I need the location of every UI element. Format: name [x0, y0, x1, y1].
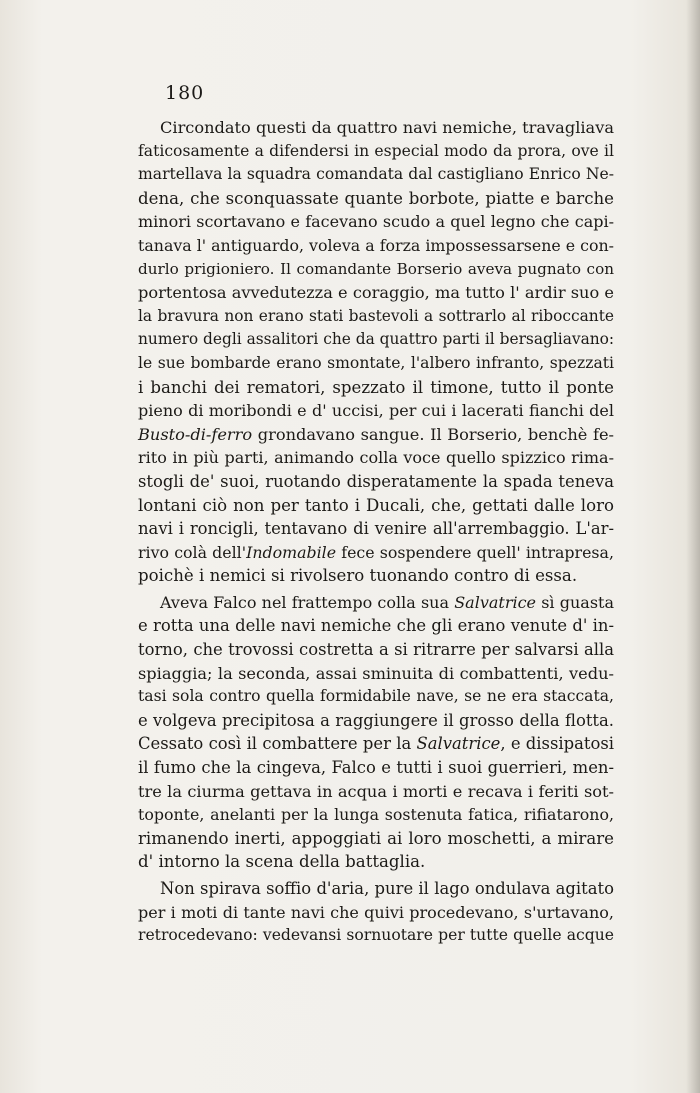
text-line: pieno di moribondi e d' uccisi, per cui i lacerati fianchi del	[138, 401, 614, 421]
text-line	[138, 541, 614, 565]
ship-name: Salvatrice	[454, 592, 537, 612]
text-line: il fumo che la cingeva, Falco e tutti i suoi guerrieri, men-	[138, 758, 614, 778]
text-line	[138, 423, 614, 447]
line-text: sì guasta	[536, 592, 615, 612]
text-line: toponte, anelanti per la lunga sostenuta fatica, rifiatarono,	[138, 805, 614, 825]
text-line: tre la ciurma gettava in acqua i morti e recava i feriti sot-	[138, 781, 614, 801]
text-line: numero degli assalitori che da quattro parti il bersagliavano:	[138, 330, 615, 349]
text-line: rito in più parti, animando colla voce quello spizzico rima-	[138, 448, 614, 468]
text-line: faticosamente a difendersi in especial modo da prora, ove il	[138, 141, 614, 160]
text-line: per i moti di tante navi che quivi procedevano, s'urtavano,	[138, 902, 614, 922]
text-line: martellava la squadra comandata dal castigliano Enrico Ne-	[138, 165, 614, 184]
text-line: le sue bombarde erano smontate, l'albero infranto, spezzati	[138, 353, 614, 372]
text-line: dena, che sconquassate quante borbote, piatte e barche	[138, 188, 614, 208]
line-text: , e dissipatosi	[500, 734, 614, 754]
text-line: retrocedevano: vedevansi sornuotare per tutte quelle acque	[138, 926, 614, 945]
text-line	[138, 591, 614, 615]
page-body-text	[138, 116, 614, 948]
page-number: 180	[165, 82, 205, 104]
ship-name: Indomabile	[246, 542, 337, 562]
line-text: Aveva Falco nel frattempo colla sua	[160, 592, 455, 612]
text-line: tasi sola contro quella formidabile nave, se ne era staccata,	[138, 687, 614, 706]
text-line: Circondato questi da quattro navi nemiche, travagliava	[160, 118, 614, 137]
text-line	[138, 732, 614, 756]
page-edge-shadow	[686, 0, 700, 1093]
text-line: navi i roncigli, tentavano di venire all'arrembaggio. L'ar-	[138, 519, 614, 539]
ship-name: Busto-di-ferro	[138, 424, 253, 444]
text-line: torno, che trovossi costretta a si ritrarre per salvarsi alla	[138, 640, 614, 660]
text-line: i banchi dei rematori, spezzato il timone, tutto il ponte	[138, 377, 614, 397]
text-line: d' intorno la scena della battaglia.	[138, 852, 426, 872]
ship-name: Salvatrice	[416, 734, 501, 754]
text-line: spiaggia; la seconda, assai sminuita di combattenti, vedu-	[138, 663, 614, 683]
text-line: tanava l' antiguardo, voleva a forza impossessarsene e con-	[138, 235, 614, 255]
text-line: e rotta una delle navi nemiche che gli erano venute d' in-	[138, 616, 614, 636]
text-line: e volgeva precipitosa a raggiungere il grosso della flotta.	[138, 710, 614, 730]
line-text: fece sospendere quell' intrapresa,	[336, 542, 614, 562]
text-line: minori scortavano e facevano scudo a quel legno che capi-	[138, 212, 614, 232]
line-text: Cessato così il combattere per la	[138, 734, 417, 754]
text-line: lontani ciò non per tanto i Ducali, che, gettati dalle loro	[138, 495, 614, 515]
text-line: stogli de' suoi, ruotando disperatamente la spada teneva	[138, 471, 614, 491]
line-text: rivo colà dell'	[138, 542, 247, 562]
text-line: la bravura non erano stati bastevoli a sottrarlo al riboccante	[138, 306, 614, 325]
text-line: poichè i nemici si rivolsero tuonando contro di essa.	[138, 566, 578, 586]
text-line: rimanendo inerti, appoggiati ai loro moschetti, a mirare	[138, 828, 614, 848]
text-line: portentosa avvedutezza e coraggio, ma tutto l' ardir suo e	[138, 283, 614, 303]
text-line: durlo prigioniero. Il comandante Borserio aveva pugnato con	[138, 259, 614, 278]
line-text: grondavano sangue. Il Borserio, benchè fe-	[252, 424, 614, 444]
text-line: Non spirava soffio d'aria, pure il lago ondulava agitato	[160, 879, 614, 898]
